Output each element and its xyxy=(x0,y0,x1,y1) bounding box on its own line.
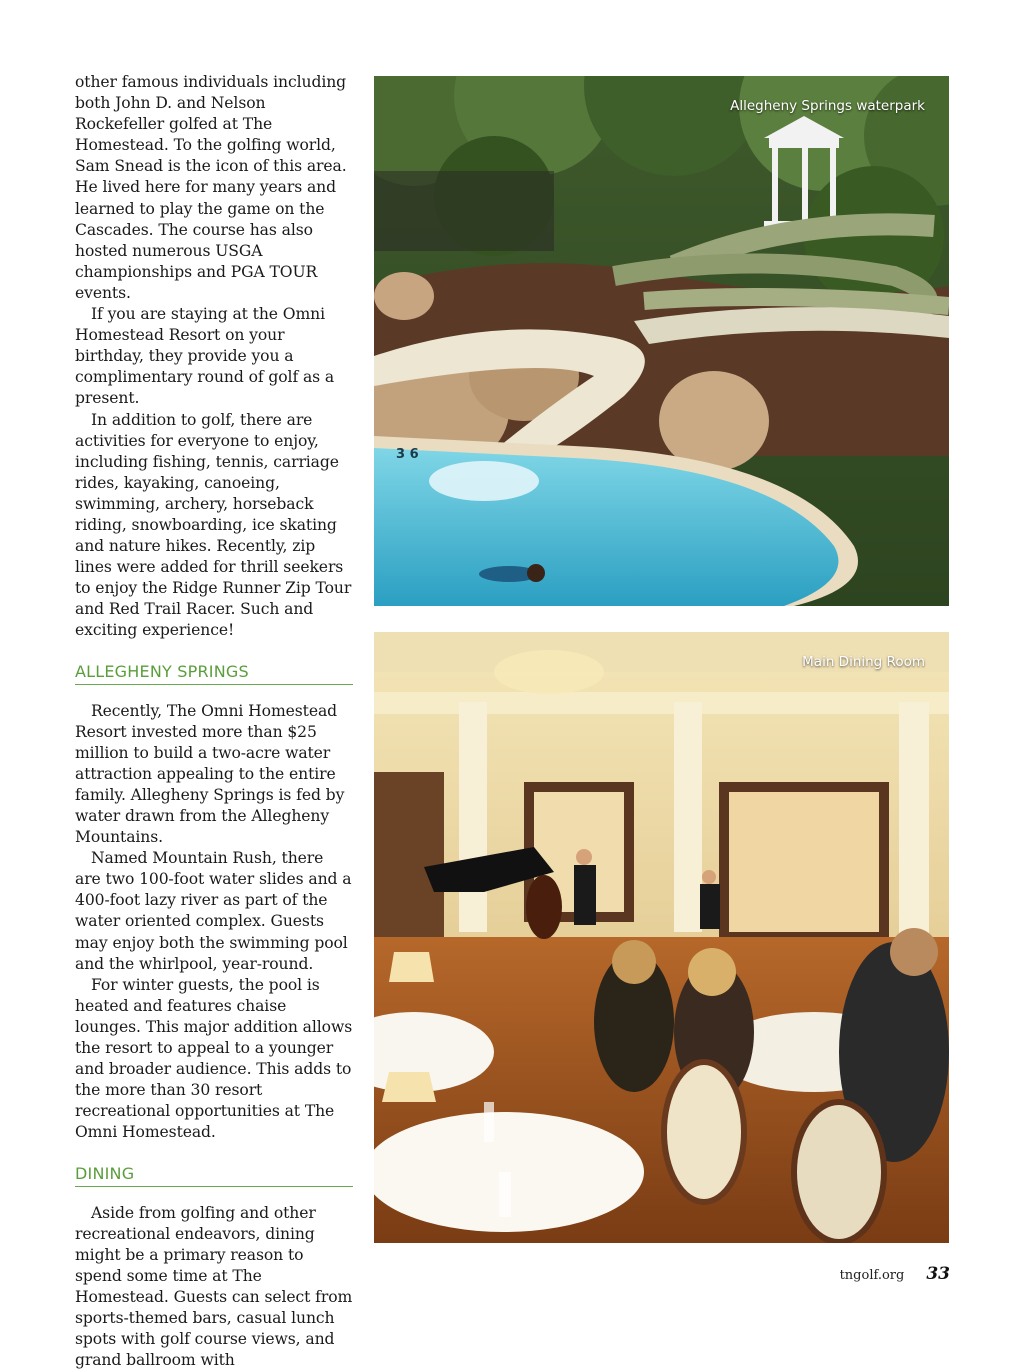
dining-caption: Main Dining Room xyxy=(802,654,925,670)
paragraph: If you are staying at the Omni Homestead Resort on your birthday, they provide you a complimentary round of golf as a present. xyxy=(75,304,353,409)
page-footer xyxy=(840,1264,950,1284)
waterpark-illustration xyxy=(374,76,949,606)
page-number: 33 xyxy=(926,1264,950,1284)
paragraph: Recently, The Omni Homestead Resort invested more than $25 million to build a two-acre water attraction appealing to the entire family. Allegheny Springs is fed by water drawn from the Allegheny Mountains. xyxy=(75,701,353,849)
waterpark-caption: Allegheny Springs waterpark xyxy=(730,98,925,114)
paragraph: other famous individuals including both John D. and Nelson Rockefeller golfed at The Homestead. To the golfing world, Sam Snead is the icon of this area. He lived here for many years and learned to play the game on the Cascades. The course has also hosted numerous USGA championships and PGA TOUR events. xyxy=(75,72,353,304)
paragraph: In addition to golf, there are activities for everyone to enjoy, including fishing, tennis, carriage rides, kayaking, canoeing, swimming, archery, horseback riding, snowboarding, ice skating and nature hikes. Recently, zip lines were added for thrill seekers to enjoy the Ridge Runner Zip Tour and Red Trail Racer. Such and exciting experience! xyxy=(75,410,353,642)
paragraph: Aside from golfing and other recreational endeavors, dining might be a primary reason to spend some time at The Homestead. Guests can select from sports-themed bars, casual lunch spots with golf course views, and grand ballroom with xyxy=(75,1203,353,1371)
paragraph: For winter guests, the pool is heated and features chaise lounges. This major addition allows the resort to appeal to a younger and broader audience. This adds to the more than 30 resort recreational opportunities at The Omni Homestead. xyxy=(75,975,353,1144)
section-heading-dining: DINING xyxy=(75,1164,353,1187)
article-column xyxy=(75,72,353,1371)
section-heading-allegheny: ALLEGHENY SPRINGS xyxy=(75,662,353,685)
pool-depth-marker: 3 6 xyxy=(396,447,419,462)
waterpark-photo xyxy=(374,76,949,606)
dining-room-photo xyxy=(374,632,949,1243)
site-url: tngolf.org xyxy=(840,1268,905,1283)
paragraph: Named Mountain Rush, there are two 100-foot water slides and a 400-foot lazy river as part of the water oriented complex. Guests may enjoy both the swimming pool and the whirlpool, year-round. xyxy=(75,848,353,975)
dining-room-illustration xyxy=(374,632,949,1243)
